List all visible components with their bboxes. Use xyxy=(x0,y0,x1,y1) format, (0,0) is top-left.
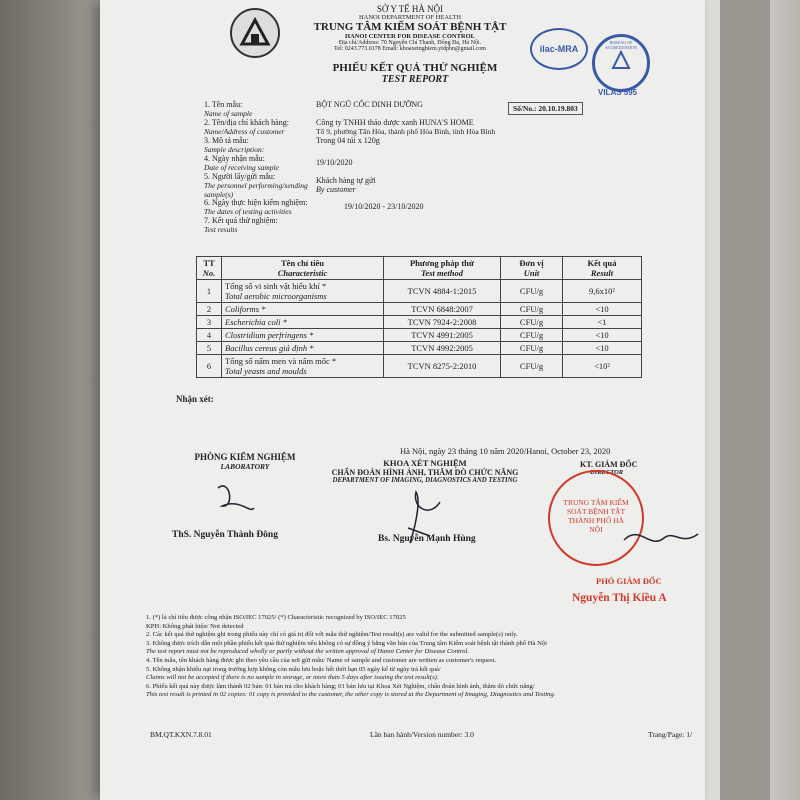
dept-vn: SỞ Y TẾ HÀ NỘI xyxy=(376,4,444,14)
col-header-en: Test method xyxy=(421,268,463,278)
field-value: Trong 04 túi x 120g xyxy=(316,136,380,145)
sample-no: Số/No.: 20.10.19.803 xyxy=(508,102,583,115)
row-no: 4 xyxy=(197,329,222,342)
results-table xyxy=(196,256,642,378)
note-line: Claims will not be accepted if there is no sample in storage, or more than 5 days after issuing the test result(s). xyxy=(146,674,439,682)
center-vn: TRUNG TÂM KIỂM SOÁT BỆNH TẬT xyxy=(313,21,507,33)
row-name-en: Total aerobic microorganisms xyxy=(225,291,327,301)
address: Địa chỉ/Address: 70 Nguyễn Chí Thanh, Đống Đa, Hà Nội. xyxy=(338,40,482,46)
footer-version: Lần ban hành/Version number: 3.0 xyxy=(370,730,474,739)
ilac-logo xyxy=(530,28,588,70)
row-unit: CFU/g xyxy=(501,280,563,303)
vilas-label: VILAS 595 xyxy=(598,88,638,97)
field-label: 4. Ngày nhận mẫu: xyxy=(204,154,265,163)
row-unit: CFU/g xyxy=(501,342,563,355)
row-unit: CFU/g xyxy=(501,355,563,378)
table-row xyxy=(197,329,642,342)
field-2 xyxy=(204,118,684,136)
center-en: HANOI CENTER FOR DISEASE CONTROL xyxy=(344,33,476,40)
col-header: Tên chỉ tiêu xyxy=(281,258,324,268)
table-row xyxy=(197,303,642,316)
row-unit: CFU/g xyxy=(501,303,563,316)
field-1 xyxy=(204,100,684,118)
dept-en: HANOI DEPARTMENT OF HEALTH xyxy=(358,14,462,21)
field-label: 2. Tên/địa chỉ khách hàng: xyxy=(204,118,289,127)
field-label-en: Sample description: xyxy=(204,145,265,154)
field-label-en: The dates of testing activities xyxy=(204,207,292,216)
field-value: BỘT NGŨ CỐC DINH DƯỠNG xyxy=(316,100,423,109)
row-unit: CFU/g xyxy=(501,316,563,329)
director-title: KT. GIÁM ĐỐC xyxy=(580,460,638,469)
lab-block xyxy=(170,452,320,471)
dept-title-2: CHẨN ĐOÁN HÌNH ẢNH, THĂM DÒ CHỨC NĂNG xyxy=(331,468,519,477)
field-value: 19/10/2020 xyxy=(316,158,353,167)
row-name: Tổng số nấm men và nấm mốc * xyxy=(225,356,337,366)
background-right xyxy=(770,0,800,800)
field-label: 1. Tên mẫu: xyxy=(204,100,243,109)
dept-title-en: DEPARTMENT OF IMAGING, DIAGNOSTICS AND TESTING xyxy=(332,477,518,484)
table-row xyxy=(197,316,642,329)
note-line: The test report must not be reproduced wholly or partly without the written approval of Hanoi Center for Disease Control. xyxy=(146,648,469,656)
background-left xyxy=(0,0,110,800)
row-result: <10 xyxy=(563,303,642,316)
field-value-2: By customer xyxy=(316,185,356,194)
lab-title-en: LABORATORY xyxy=(220,462,270,471)
field-label-en: Name/Address of customer xyxy=(204,127,285,136)
row-method: TCVN 4991:2005 xyxy=(384,329,501,342)
row-result: <10² xyxy=(563,355,642,378)
dept-block xyxy=(305,458,545,484)
director-title-en: DIRECTOR xyxy=(590,469,624,476)
row-name: Clostridium perfringens * xyxy=(222,329,384,342)
row-method: TCVN 8275-2:2010 xyxy=(384,355,501,378)
note-line: 5. Không nhận khiếu nại trong trường hợp không còn mẫu lưu hoặc hết thời hạn 05 ngày kể từ ngày trả kết quả/ xyxy=(146,665,441,673)
field-label-en: Name of sample xyxy=(204,109,253,118)
field-label: 5. Người lấy/gửi mẫu: xyxy=(204,172,276,181)
field-value: 19/10/2020 - 23/10/2020 xyxy=(344,202,424,211)
note-line: 2. Các kết quả thử nghiệm ghi trong phiếu này chỉ có giá trị đối với mẫu thử nghiệm/Test result(s) are valid for the submitted sample(s) only. xyxy=(146,631,518,639)
table-row xyxy=(197,342,642,355)
row-method: TCVN 4992:2005 xyxy=(384,342,501,355)
dept-title: KHOA XÉT NGHIỆM xyxy=(383,458,467,468)
footer-page: Trang/Page: 1/ xyxy=(648,730,693,739)
col-header-en: Characteristic xyxy=(277,268,328,278)
row-no: 2 xyxy=(197,303,222,316)
row-method: TCVN 7924-2:2008 xyxy=(384,316,501,329)
field-value-2: Tổ 9, phường Tân Hòa, thành phố Hòa Bình, tỉnh Hòa Bình xyxy=(316,127,496,136)
row-name-en: Total yeasts and moulds xyxy=(225,366,307,376)
title-vn: PHIẾU KẾT QUẢ THỬ NGHIỆM xyxy=(332,62,498,74)
note-line: 1. (*) là chỉ tiêu được công nhận ISO/IEC 17025/ (*) Characteristic recognized by ISO/IEC 17025 xyxy=(146,614,406,621)
vilas-ring: BUREAU OF ACCREDITATION xyxy=(605,40,637,50)
col-header-en: Result xyxy=(590,268,614,278)
field-label-en: Date of receiving sample xyxy=(204,163,279,172)
col-header: Phương pháp thử xyxy=(409,258,475,268)
row-result: <10 xyxy=(563,329,642,342)
table-header-row xyxy=(197,257,642,280)
note-line: This test result is printed in 02 copies: 01 copy is provided to the customer, the other copy is stored at the Department of Imaging, Diagnostics and Testing. xyxy=(146,691,556,699)
row-result: <10 xyxy=(563,342,642,355)
note-line: 6. Phiếu kết quả này được làm thành 02 bản: 01 bản trả cho khách hàng; 01 bản lưu tại Khoa Xét Nghiệm, chẩn đoán hình ảnh, thăm dò chức năng/ xyxy=(146,682,535,690)
col-header: TT xyxy=(203,258,215,268)
fields-block xyxy=(204,100,684,234)
director-name: Nguyễn Thị Kiều A xyxy=(572,592,667,604)
director-role: PHÓ GIÁM ĐỐC xyxy=(596,576,662,586)
lab-title: PHÒNG KIỂM NGHIỆM xyxy=(194,452,296,462)
field-label: 6. Ngày thực hiện kiểm nghiệm: xyxy=(204,198,308,207)
row-no: 1 xyxy=(197,280,222,303)
date-line: Hà Nội, ngày 23 tháng 10 năm 2020/Hanoi, October 23, 2020 xyxy=(400,446,611,456)
test-report-page xyxy=(100,0,705,800)
note-line: 4. Tên mẫu, tên khách hàng được ghi theo yêu cầu của nơi gửi mẫu/ Name of sample and customer are written as customer's request. xyxy=(146,656,497,664)
col-header-en: Unit xyxy=(523,268,540,278)
field-label-en: The personnel performing/sending sample(s) xyxy=(204,181,308,199)
lab-signer: ThS. Nguyễn Thành Đông xyxy=(172,530,278,540)
row-method: TCVN 6848:2007 xyxy=(384,303,501,316)
table-row xyxy=(197,355,642,378)
lab-signature xyxy=(210,478,260,518)
vilas-triangle-icon xyxy=(611,50,631,70)
field-3 xyxy=(204,136,684,154)
phone: Tel: 0243.773.0178 Email: khoaxetnghiem.ytdphn@gmail.com xyxy=(334,46,486,52)
row-method: TCVN 4884-1:2015 xyxy=(384,280,501,303)
field-label-en: Test results xyxy=(204,225,238,234)
row-result: 9,6x10² xyxy=(563,280,642,303)
notes-block xyxy=(146,614,705,700)
row-no: 5 xyxy=(197,342,222,355)
field-4 xyxy=(204,154,684,172)
director-signature xyxy=(620,520,700,560)
col-header: Kết quả xyxy=(587,258,617,268)
row-name: Coliforms * xyxy=(222,303,384,316)
table-row xyxy=(197,280,642,303)
col-header: Đơn vị xyxy=(519,258,544,268)
field-value: Khách hàng tự gửi xyxy=(316,176,376,185)
field-label: 3. Mô tả mẫu: xyxy=(204,136,249,145)
note-line: 3. Không được trích dẫn một phần phiếu kết quả thử nghiệm nếu không có sự đồng ý bằng văn bản của Trung tâm Kiểm soát bệnh tật thành phố Hà Nội xyxy=(146,639,547,647)
row-no: 3 xyxy=(197,316,222,329)
field-value: Công ty TNHH thảo dược xanh HUNA'S HOME xyxy=(316,118,474,127)
footer-code: BM.QT.KXN.7.8.01 xyxy=(150,730,212,739)
dept-signer: Bs. Nguyễn Mạnh Hùng xyxy=(378,534,476,544)
title-en: TEST REPORT xyxy=(381,74,449,85)
field-6 xyxy=(204,198,684,216)
vilas-logo xyxy=(592,34,650,92)
row-name: Escherichia coli * xyxy=(222,316,384,329)
field-5 xyxy=(204,172,684,198)
row-name: Tổng số vi sinh vật hiếu khí * xyxy=(225,281,327,291)
note-line: KPH: Không phát hiện/ Not detected xyxy=(146,622,244,630)
row-no: 6 xyxy=(197,355,222,378)
row-result: <1 xyxy=(563,316,642,329)
ilac-label: ilac-MRA xyxy=(539,44,579,54)
field-label: 7. Kết quả thử nghiệm: xyxy=(204,216,278,225)
row-unit: CFU/g xyxy=(501,329,563,342)
field-7 xyxy=(204,216,684,234)
row-name: Bacillus cereus giả định * xyxy=(222,342,384,355)
col-header-en: No. xyxy=(202,268,216,278)
stamp-text: TRUNG TÂM KIỂM SOÁT BỆNH TẬT THÀNH PHỐ HÀ NỘI xyxy=(563,498,629,534)
remark-label: Nhận xét: xyxy=(176,394,214,404)
